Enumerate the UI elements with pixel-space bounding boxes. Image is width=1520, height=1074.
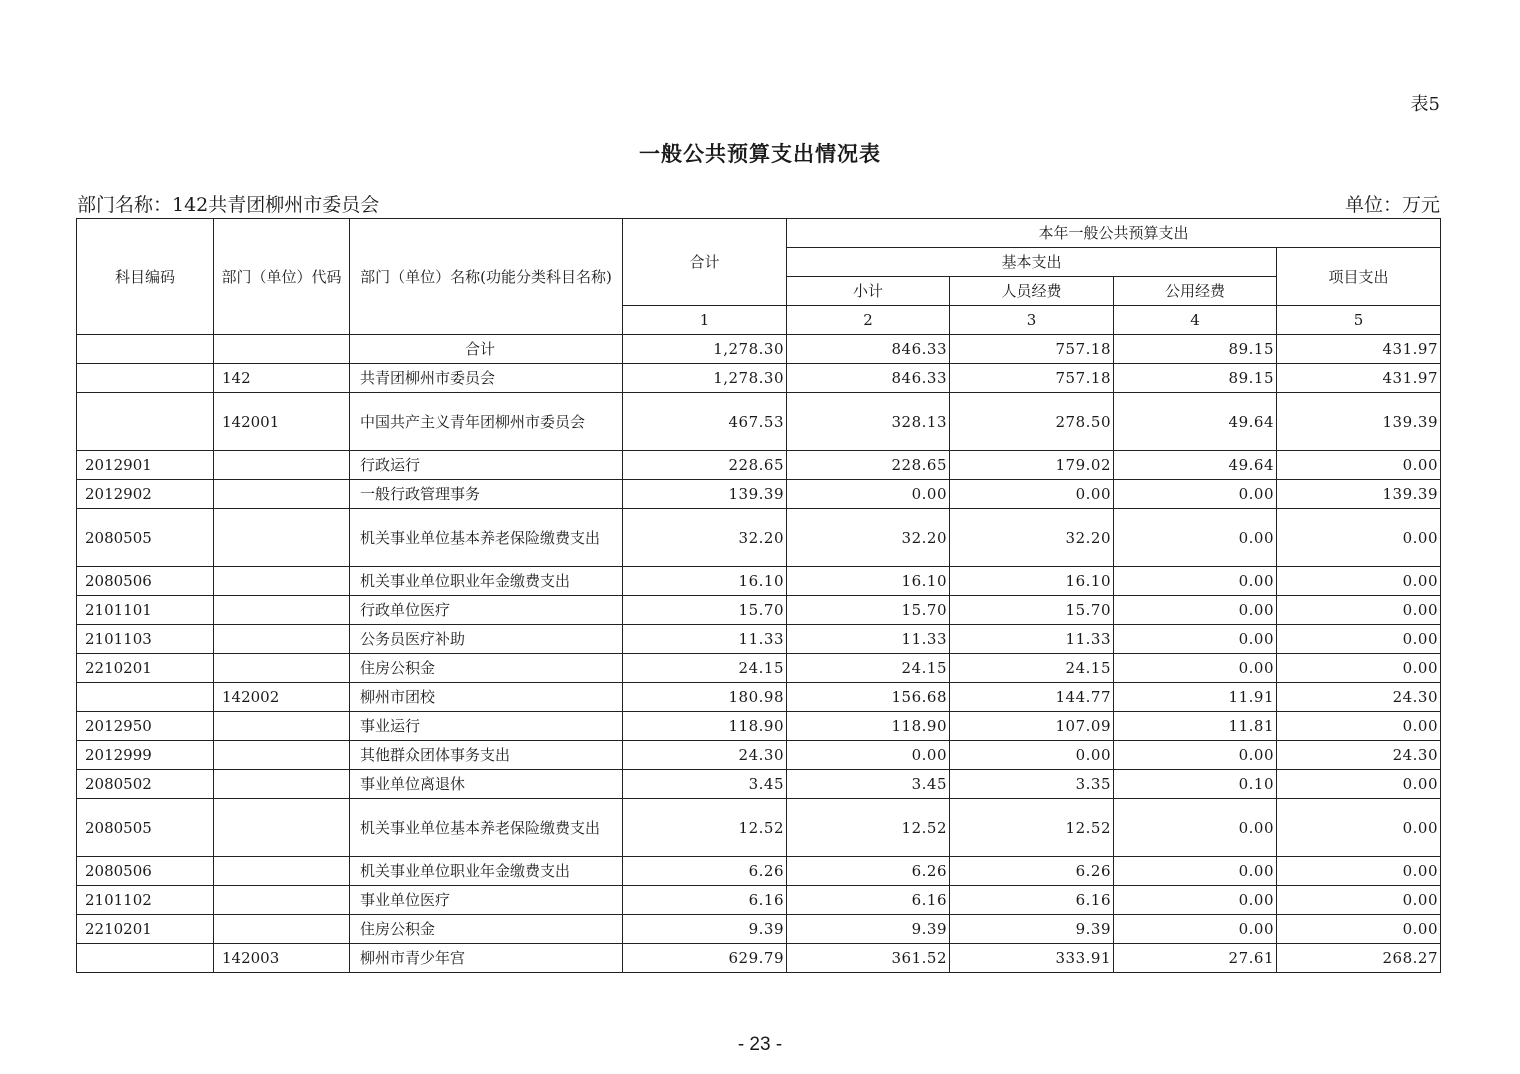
cell-value: 144.77 (950, 683, 1114, 712)
cell-dept-code (214, 654, 350, 683)
cell-value: 15.70 (787, 596, 950, 625)
cell-name: 共青团柳州市委员会 (350, 364, 623, 393)
header-project: 项目支出 (1277, 248, 1441, 306)
cell-value: 757.18 (950, 364, 1114, 393)
cell-name: 事业运行 (350, 712, 623, 741)
cell-dept-code (214, 480, 350, 509)
cell-value: 333.91 (950, 944, 1114, 973)
cell-value: 629.79 (623, 944, 787, 973)
cell-code: 2210201 (77, 654, 214, 683)
table-row (77, 480, 1441, 509)
cell-value: 3.45 (787, 770, 950, 799)
budget-table (76, 218, 1441, 973)
cell-value: 107.09 (950, 712, 1114, 741)
cell-name: 住房公积金 (350, 915, 623, 944)
cell-value: 0.00 (1277, 509, 1441, 567)
cell-name: 一般行政管理事务 (350, 480, 623, 509)
cell-name: 柳州市青少年宫 (350, 944, 623, 973)
table-row (77, 567, 1441, 596)
cell-value: 6.26 (623, 857, 787, 886)
cell-name: 柳州市团校 (350, 683, 623, 712)
cell-value: 6.26 (787, 857, 950, 886)
header-index: 5 (1277, 306, 1441, 335)
table-row (77, 770, 1441, 799)
table-row (77, 857, 1441, 886)
cell-value: 0.00 (1277, 915, 1441, 944)
cell-value: 0.00 (1277, 625, 1441, 654)
cell-value: 11.33 (623, 625, 787, 654)
cell-value: 24.15 (623, 654, 787, 683)
header-public: 公用经费 (1114, 277, 1277, 306)
cell-value: 6.16 (950, 886, 1114, 915)
table-number-label: 表5 (1410, 94, 1440, 115)
cell-value: 0.00 (1277, 712, 1441, 741)
table-row (77, 596, 1441, 625)
cell-value: 0.00 (1114, 915, 1277, 944)
cell-dept-code (214, 741, 350, 770)
cell-dept-code (214, 915, 350, 944)
cell-name: 住房公积金 (350, 654, 623, 683)
cell-value: 6.26 (950, 857, 1114, 886)
cell-value: 12.52 (787, 799, 950, 857)
cell-value: 9.39 (787, 915, 950, 944)
cell-dept-code (214, 451, 350, 480)
table-row (77, 741, 1441, 770)
cell-value: 139.39 (1277, 480, 1441, 509)
header-dept-code: 部门（单位）代码 (214, 219, 350, 335)
cell-code: 2101101 (77, 596, 214, 625)
cell-value: 0.00 (1114, 654, 1277, 683)
cell-value: 0.00 (1277, 770, 1441, 799)
cell-value: 0.00 (1277, 857, 1441, 886)
cell-name: 机关事业单位职业年金缴费支出 (350, 567, 623, 596)
cell-code: 2012950 (77, 712, 214, 741)
cell-value: 11.81 (1114, 712, 1277, 741)
cell-dept-code (214, 799, 350, 857)
cell-value: 0.00 (1277, 596, 1441, 625)
cell-value: 15.70 (950, 596, 1114, 625)
cell-value: 89.15 (1114, 364, 1277, 393)
table-row (77, 915, 1441, 944)
cell-value: 16.10 (623, 567, 787, 596)
cell-value: 0.00 (1114, 741, 1277, 770)
cell-value: 467.53 (623, 393, 787, 451)
cell-value: 89.15 (1114, 335, 1277, 364)
header-dept-name: 部门（单位）名称(功能分类科目名称) (350, 219, 623, 335)
cell-value: 9.39 (950, 915, 1114, 944)
header-group: 本年一般公共预算支出 (787, 219, 1441, 248)
cell-value: 0.00 (787, 480, 950, 509)
cell-code: 2101102 (77, 886, 214, 915)
cell-value: 11.33 (787, 625, 950, 654)
cell-code (77, 364, 214, 393)
table-row (77, 654, 1441, 683)
cell-value: 24.30 (1277, 683, 1441, 712)
cell-value: 6.16 (787, 886, 950, 915)
cell-code: 2012999 (77, 741, 214, 770)
cell-value: 24.15 (787, 654, 950, 683)
cell-value: 0.00 (1114, 567, 1277, 596)
table-row (77, 944, 1441, 973)
cell-value: 0.00 (1114, 799, 1277, 857)
cell-dept-code: 142003 (214, 944, 350, 973)
header-basic: 基本支出 (787, 248, 1277, 277)
cell-code: 2080505 (77, 799, 214, 857)
cell-value: 118.90 (623, 712, 787, 741)
cell-value: 180.98 (623, 683, 787, 712)
cell-value: 0.00 (1114, 625, 1277, 654)
cell-value: 49.64 (1114, 451, 1277, 480)
cell-dept-code (214, 335, 350, 364)
cell-value: 0.00 (1277, 567, 1441, 596)
cell-code: 2101103 (77, 625, 214, 654)
cell-code: 2080505 (77, 509, 214, 567)
table-row (77, 451, 1441, 480)
cell-value: 0.00 (1277, 451, 1441, 480)
cell-value: 24.30 (1277, 741, 1441, 770)
cell-value: 32.20 (950, 509, 1114, 567)
cell-value: 0.00 (1277, 799, 1441, 857)
header-index: 1 (623, 306, 787, 335)
cell-code (77, 335, 214, 364)
cell-name: 公务员医疗补助 (350, 625, 623, 654)
cell-code: 2080502 (77, 770, 214, 799)
cell-value: 228.65 (623, 451, 787, 480)
table-row (77, 364, 1441, 393)
cell-name: 行政运行 (350, 451, 623, 480)
page-number: - 23 - (737, 1034, 783, 1055)
cell-value: 15.70 (623, 596, 787, 625)
cell-dept-code (214, 857, 350, 886)
table-row (77, 683, 1441, 712)
table-header (77, 219, 1441, 335)
cell-name: 事业单位医疗 (350, 886, 623, 915)
cell-value: 0.00 (1114, 509, 1277, 567)
cell-value: 328.13 (787, 393, 950, 451)
cell-value: 32.20 (623, 509, 787, 567)
table-row (77, 509, 1441, 567)
cell-value: 0.00 (787, 741, 950, 770)
cell-value: 32.20 (787, 509, 950, 567)
table-row (77, 799, 1441, 857)
header-index: 3 (950, 306, 1114, 335)
cell-value: 179.02 (950, 451, 1114, 480)
cell-value: 0.00 (1114, 857, 1277, 886)
cell-name: 行政单位医疗 (350, 596, 623, 625)
cell-value: 12.52 (950, 799, 1114, 857)
cell-code (77, 393, 214, 451)
header-total: 合计 (623, 219, 787, 306)
cell-code: 2080506 (77, 567, 214, 596)
cell-code (77, 683, 214, 712)
table-row (77, 886, 1441, 915)
cell-value: 757.18 (950, 335, 1114, 364)
cell-dept-code (214, 886, 350, 915)
cell-name: 中国共产主义青年团柳州市委员会 (350, 393, 623, 451)
cell-dept-code (214, 567, 350, 596)
cell-value: 228.65 (787, 451, 950, 480)
page-title: 一般公共预算支出情况表 (639, 141, 881, 166)
cell-value: 118.90 (787, 712, 950, 741)
cell-value: 1,278.30 (623, 364, 787, 393)
cell-value: 0.00 (1114, 480, 1277, 509)
cell-value: 16.10 (950, 567, 1114, 596)
unit-label: 单位：万元 (1344, 194, 1440, 216)
cell-dept-code (214, 596, 350, 625)
cell-value: 11.91 (1114, 683, 1277, 712)
cell-name: 机关事业单位基本养老保险缴费支出 (350, 799, 623, 857)
cell-value: 27.61 (1114, 944, 1277, 973)
cell-name: 机关事业单位职业年金缴费支出 (350, 857, 623, 886)
cell-dept-code: 142 (214, 364, 350, 393)
cell-value: 0.00 (1277, 654, 1441, 683)
cell-value: 846.33 (787, 364, 950, 393)
cell-value: 0.10 (1114, 770, 1277, 799)
cell-value: 24.30 (623, 741, 787, 770)
cell-code: 2012902 (77, 480, 214, 509)
cell-value: 846.33 (787, 335, 950, 364)
cell-value: 3.45 (623, 770, 787, 799)
cell-code: 2210201 (77, 915, 214, 944)
cell-dept-code (214, 625, 350, 654)
cell-value: 24.15 (950, 654, 1114, 683)
cell-dept-code (214, 712, 350, 741)
cell-dept-code: 142002 (214, 683, 350, 712)
cell-value: 16.10 (787, 567, 950, 596)
cell-value: 431.97 (1277, 364, 1441, 393)
cell-value: 0.00 (1114, 886, 1277, 915)
cell-dept-code (214, 509, 350, 567)
cell-value: 139.39 (1277, 393, 1441, 451)
table-row (77, 625, 1441, 654)
cell-value: 0.00 (950, 741, 1114, 770)
cell-value: 431.97 (1277, 335, 1441, 364)
cell-name: 机关事业单位基本养老保险缴费支出 (350, 509, 623, 567)
cell-dept-code: 142001 (214, 393, 350, 451)
cell-value: 9.39 (623, 915, 787, 944)
cell-value: 0.00 (950, 480, 1114, 509)
cell-value: 3.35 (950, 770, 1114, 799)
cell-value: 361.52 (787, 944, 950, 973)
cell-value: 278.50 (950, 393, 1114, 451)
cell-value: 0.00 (1114, 596, 1277, 625)
department-name: 部门名称：142共青团柳州市委员会 (77, 194, 380, 216)
header-code: 科目编码 (77, 219, 214, 335)
cell-name: 事业单位离退休 (350, 770, 623, 799)
header-personnel: 人员经费 (950, 277, 1114, 306)
cell-code: 2012901 (77, 451, 214, 480)
cell-value: 268.27 (1277, 944, 1441, 973)
table-body (77, 335, 1441, 973)
cell-value: 12.52 (623, 799, 787, 857)
cell-value: 6.16 (623, 886, 787, 915)
header-subtotal: 小计 (787, 277, 950, 306)
cell-name: 合计 (350, 335, 623, 364)
cell-code: 2080506 (77, 857, 214, 886)
header-index: 2 (787, 306, 950, 335)
cell-code (77, 944, 214, 973)
cell-value: 1,278.30 (623, 335, 787, 364)
cell-value: 156.68 (787, 683, 950, 712)
table-row (77, 712, 1441, 741)
table-row (77, 393, 1441, 451)
cell-name: 其他群众团体事务支出 (350, 741, 623, 770)
table-row (77, 335, 1441, 364)
cell-value: 139.39 (623, 480, 787, 509)
cell-dept-code (214, 770, 350, 799)
cell-value: 49.64 (1114, 393, 1277, 451)
cell-value: 11.33 (950, 625, 1114, 654)
header-index: 4 (1114, 306, 1277, 335)
cell-value: 0.00 (1277, 886, 1441, 915)
